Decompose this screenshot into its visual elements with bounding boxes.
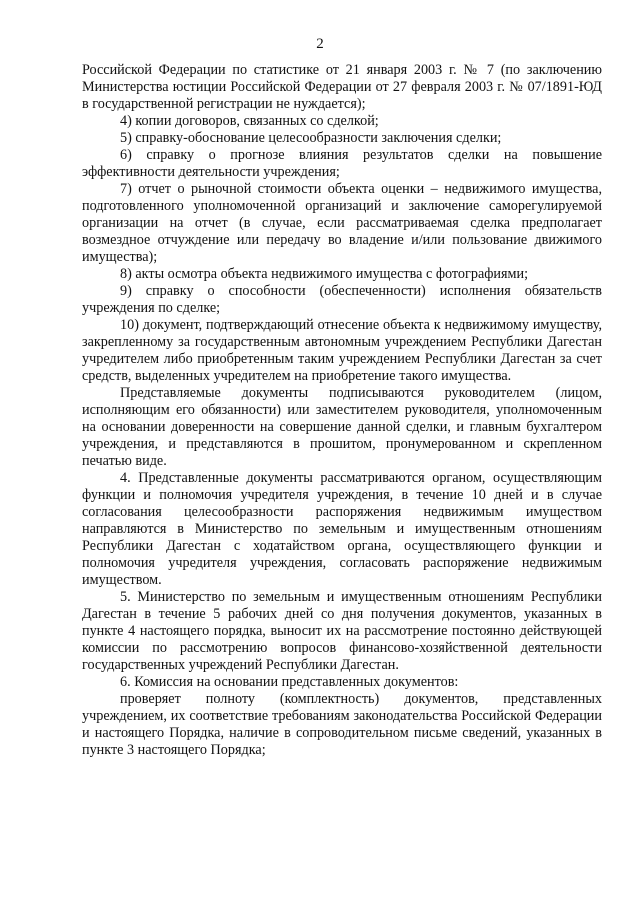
paragraph: 5. Министерство по земельным и имущественным отношениям Республики Дагестан в течение 5 рабочих дней со дня получения документов, указанных в пункте 4 настоящего порядка, выносит их на рассмотрение постоянно действующей комиссии по рассмотрению вопросов финансово-хозяйственной деятельности государственных учреждений Республики Дагестан. — [82, 589, 602, 673]
paragraph: 7) отчет о рыночной стоимости объекта оценки – недвижимого имущества, подготовленного уполномоченной организаций и заключение саморегулируемой организации на отчет (в случае, если рассматриваемая сделка предполагает возмездное отчуждение или передачу во владение и/или пользование движимого имущества); — [82, 181, 602, 265]
paragraph: 4. Представленные документы рассматриваются органом, осуществляющим функции и полномочия учредителя учреждения, в течение 10 дней и в случае согласования целесообразности распоряжения недвижимым имуществом направляются в Министерство по земельным и имущественным отношениям Республики Дагестан с ходатайством органа, осуществляющего функции и полномочия учредителя учреждения, согласовать распоряжение недвижимым имуществом. — [82, 470, 602, 588]
document-body — [82, 62, 602, 759]
paragraph: 9) справку о способности (обеспеченности) исполнения обязательств учреждения по сделке; — [82, 283, 602, 316]
paragraph: 6) справку о прогнозе влияния результатов сделки на повышение эффективности деятельности учреждения; — [82, 147, 602, 180]
paragraph: 4) копии договоров, связанных со сделкой; — [120, 113, 379, 129]
paragraph: 8) акты осмотра объекта недвижимого имущества с фотографиями; — [120, 266, 529, 282]
paragraph: Российской Федерации по статистике от 21 января 2003 г. № 7 (по заключению Министерства юстиции Российской Федерации от 27 февраля 2003 г. № 07/1891-ЮД в государственной регистрации не нуждается); — [82, 62, 602, 112]
paragraph: 6. Комиссия на основании представленных документов: — [120, 674, 459, 690]
paragraph: Представляемые документы подписываются руководителем (лицом, исполняющим его обязанности) или заместителем руководителя, уполномоченным на основании доверенности на совершение данной сделки, и главным бухгалтером учреждения, и представляются в прошитом, пронумерованном и скрепленном печатью виде. — [82, 385, 602, 469]
page-number: 2 — [316, 36, 324, 52]
paragraph: 5) справку-обоснование целесообразности заключения сделки; — [120, 130, 502, 146]
paragraph: проверяет полноту (комплектность) документов, представленных учреждением, их соответствие требованиям законодательства Российской Федерации и настоящего Порядка, наличие в сопроводительном письме сведений, указанных в пункте 3 настоящего Порядка; — [82, 691, 602, 758]
paragraph: 10) документ, подтверждающий отнесение объекта к недвижимому имуществу, закрепленному за государственным автономным учреждением Республики Дагестан учредителем либо приобретенным таким учреждением Республики Дагестан за счет средств, выделенных учредителем на приобретение такого имущества. — [82, 317, 602, 384]
